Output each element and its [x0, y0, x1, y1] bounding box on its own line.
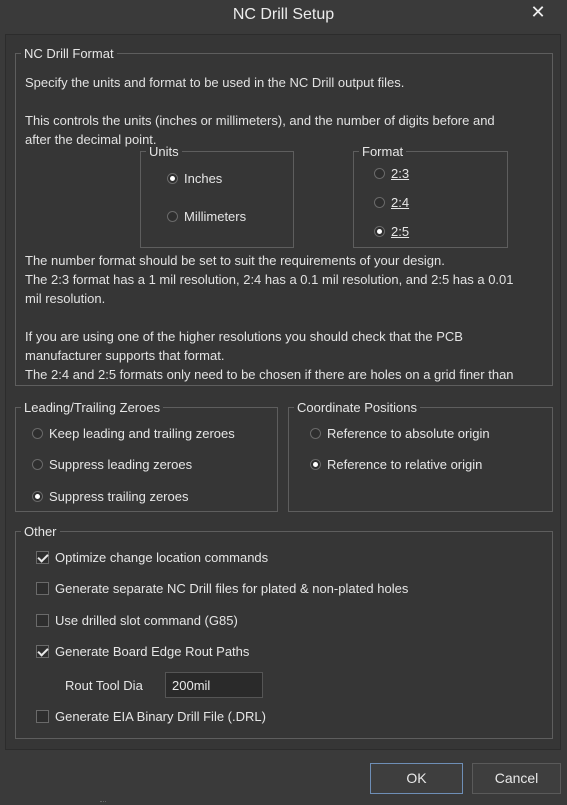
suppress-trailing-label: Suppress trailing zeroes: [49, 489, 189, 504]
units-description-line2: after the decimal point.: [25, 132, 157, 147]
separate-files-checkbox[interactable]: [36, 581, 408, 596]
checkbox-indicator: [36, 582, 49, 595]
resolution-note-line2: manufacturer supports that format.: [25, 348, 225, 363]
format-2-4-label: 2:4: [391, 195, 410, 210]
resize-grip: [100, 801, 106, 804]
units-group: [140, 144, 294, 248]
units-inches-label: Inches: [184, 171, 223, 186]
keep-zeroes-radio[interactable]: [32, 426, 235, 441]
optimize-checkbox[interactable]: [36, 550, 268, 565]
drilled-slot-checkbox[interactable]: [36, 613, 238, 628]
units-description-line1: This controls the units (inches or millimeters), and the number of digits before and: [25, 113, 495, 128]
suppress-leading-radio[interactable]: [32, 457, 192, 472]
format-legend: Format: [362, 144, 404, 159]
radio-indicator: [167, 211, 178, 222]
relative-origin-radio[interactable]: [310, 457, 482, 472]
drilled-slot-label: Use drilled slot command (G85): [55, 613, 238, 628]
radio-indicator: [32, 428, 43, 439]
checkbox-indicator: [36, 614, 49, 627]
units-legend: Units: [149, 144, 179, 159]
absolute-origin-radio[interactable]: [310, 426, 490, 441]
radio-indicator: [167, 173, 178, 184]
board-edge-label: Generate Board Edge Rout Paths: [55, 644, 250, 659]
format-note-line1: The number format should be set to suit the requirements of your design.: [25, 253, 445, 268]
coordinate-positions-legend: Coordinate Positions: [297, 400, 417, 415]
radio-indicator: [310, 459, 321, 470]
radio-indicator: [310, 428, 321, 439]
ok-button[interactable]: OK: [370, 763, 463, 794]
units-inches-radio[interactable]: [167, 171, 222, 186]
absolute-origin-label: Reference to absolute origin: [327, 426, 490, 441]
suppress-leading-label: Suppress leading zeroes: [49, 457, 193, 472]
radio-indicator: [374, 168, 385, 179]
units-millimeters-radio[interactable]: [167, 209, 246, 224]
format-2-5-label: 2:5: [391, 224, 410, 239]
separate-files-label: Generate separate NC Drill files for plated & non-plated holes: [55, 581, 409, 596]
checkbox-indicator: [36, 710, 49, 723]
keep-zeroes-label: Keep leading and trailing zeroes: [49, 426, 235, 441]
suppress-trailing-radio[interactable]: [32, 489, 188, 504]
units-millimeters-label: Millimeters: [184, 209, 247, 224]
checkbox-indicator: [36, 645, 49, 658]
nc-drill-format-legend: NC Drill Format: [24, 46, 114, 61]
window-title: NC Drill Setup: [232, 6, 335, 23]
zeroes-legend: Leading/Trailing Zeroes: [24, 400, 161, 415]
rout-tool-dia-label: Rout Tool Dia: [65, 678, 143, 693]
optimize-label: Optimize change location commands: [55, 550, 269, 565]
format-note-line2: The 2:3 format has a 1 mil resolution, 2:4 has a 0.1 mil resolution, and 2:5 has a 0.01: [25, 272, 514, 287]
close-icon[interactable]: ✕: [530, 2, 546, 22]
format-2-3-label: 2:3: [391, 166, 410, 181]
rout-tool-dia-input[interactable]: [165, 672, 263, 698]
checkbox-indicator: [36, 551, 49, 564]
relative-origin-label: Reference to relative origin: [327, 457, 483, 472]
resolution-note-line1: If you are using one of the higher resolutions you should check that the PCB: [25, 329, 463, 344]
other-legend: Other: [24, 524, 57, 539]
eia-binary-checkbox[interactable]: [36, 709, 266, 724]
board-edge-checkbox[interactable]: [36, 644, 249, 659]
coordinate-positions-group: [288, 400, 553, 512]
resolution-note-line3: The 2:4 and 2:5 formats only need to be chosen if there are holes on a grid finer than: [25, 367, 514, 382]
radio-indicator: [374, 226, 385, 237]
format-2-4-radio[interactable]: [374, 195, 409, 210]
format-note-line3: mil resolution.: [25, 291, 106, 306]
radio-indicator: [32, 491, 43, 502]
format-description: Specify the units and format to be used in the NC Drill output files.: [25, 75, 405, 90]
cancel-button[interactable]: Cancel: [472, 763, 561, 794]
radio-indicator: [32, 459, 43, 470]
radio-indicator: [374, 197, 385, 208]
format-2-3-radio[interactable]: [374, 166, 409, 181]
eia-binary-label: Generate EIA Binary Drill File (.DRL): [55, 709, 266, 724]
title-bar: [0, 0, 567, 32]
format-2-5-radio[interactable]: [374, 224, 409, 239]
